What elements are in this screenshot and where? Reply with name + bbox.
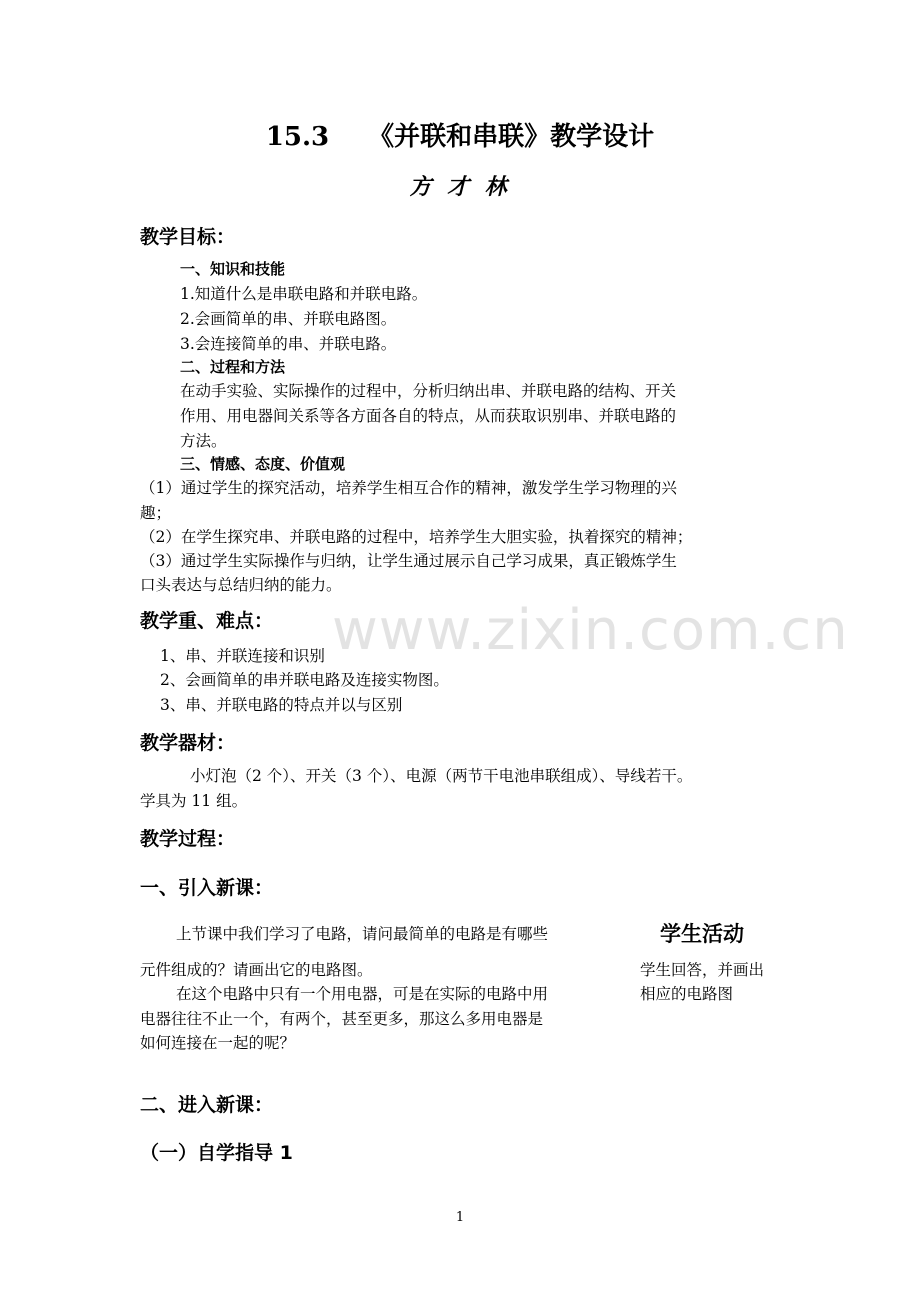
goals-paragraph-line: 在动手实验、实际操作的过程中，分析归纳出串、并联电路的结构、开关 — [180, 382, 677, 400]
goals-item: 1.知道什么是串联电路和并联电路。 — [180, 285, 428, 303]
goals-sub3: 三、情感、态度、价值观 — [180, 455, 346, 473]
goals-sub2: 二、过程和方法 — [180, 358, 286, 376]
author-name: 方 才 林 — [409, 174, 511, 200]
goals-paragraph-line: 方法。 — [180, 432, 227, 450]
part2-heading: 二、进入新课： — [140, 1094, 274, 1116]
student-activity-line: 学生回答，并画出 — [640, 961, 765, 979]
goals-paragraph-line: 作用、用电器间关系等各方面各自的特点，从而获取识别串、并联电路的 — [180, 407, 677, 425]
keypoints-heading: 教学重、难点： — [140, 610, 274, 632]
goals-item: 3.会连接简单的串、并联电路。 — [180, 335, 397, 353]
goals-paragraph-line: （2）在学生探究串、并联电路的过程中，培养学生大胆实验，执着探究的精神； — [140, 528, 693, 546]
document-title: 15.3 《并联和串联》教学设计 — [265, 122, 655, 152]
intro-line: 电器往往不止一个，有两个，甚至更多，那这么多用电器是 — [140, 1010, 544, 1028]
materials-heading: 教学器材： — [140, 732, 236, 754]
goals-paragraph-line: （3）通过学生实际操作与归纳，让学生通过展示自己学习成果，真正锻炼学生 — [140, 552, 677, 570]
goals-item: 2.会画简单的串、并联电路图。 — [180, 310, 397, 328]
materials-line: 学具为 11 组。 — [140, 792, 248, 810]
goals-paragraph-line: 趣； — [140, 504, 172, 522]
process-heading: 教学过程： — [140, 828, 236, 850]
page-number: 1 — [455, 1210, 465, 1225]
goals-sub1: 一、知识和技能 — [180, 260, 286, 278]
goals-paragraph-line: 口头表达与总结归纳的能力。 — [140, 576, 342, 594]
materials-line: 小灯泡（2 个）、开关（3 个）、电源（两节干电池串联组成）、导线若干。 — [190, 767, 693, 785]
intro-line: 元件组成的？请画出它的电路图。 — [140, 961, 373, 979]
intro-line: 上节课中我们学习了电路，请问最简单的电路是有哪些 — [176, 925, 549, 943]
keypoint-item: 2、会画简单的串并联电路及连接实物图。 — [160, 671, 449, 689]
watermark: www.zixin.com.cn — [332, 598, 849, 663]
part1-heading: 一、引入新课： — [140, 877, 274, 899]
keypoint-item: 1、串、并联连接和识别 — [160, 647, 325, 665]
goals-paragraph-line: （1）通过学生的探究活动，培养学生相互合作的精神，激发学生学习物理的兴 — [140, 479, 677, 497]
part2-subheading: （一）自学指导 1 — [140, 1142, 293, 1164]
keypoint-item: 3、串、并联电路的特点并以与区别 — [160, 696, 403, 714]
intro-line: 如何连接在一起的呢？ — [140, 1034, 296, 1052]
student-activity-line: 相应的电路图 — [640, 985, 734, 1003]
intro-line: 在这个电路中只有一个用电器，可是在实际的电路中用 — [176, 985, 549, 1003]
goals-heading: 教学目标： — [140, 226, 236, 248]
student-activity-title: 学生活动 — [660, 922, 744, 946]
